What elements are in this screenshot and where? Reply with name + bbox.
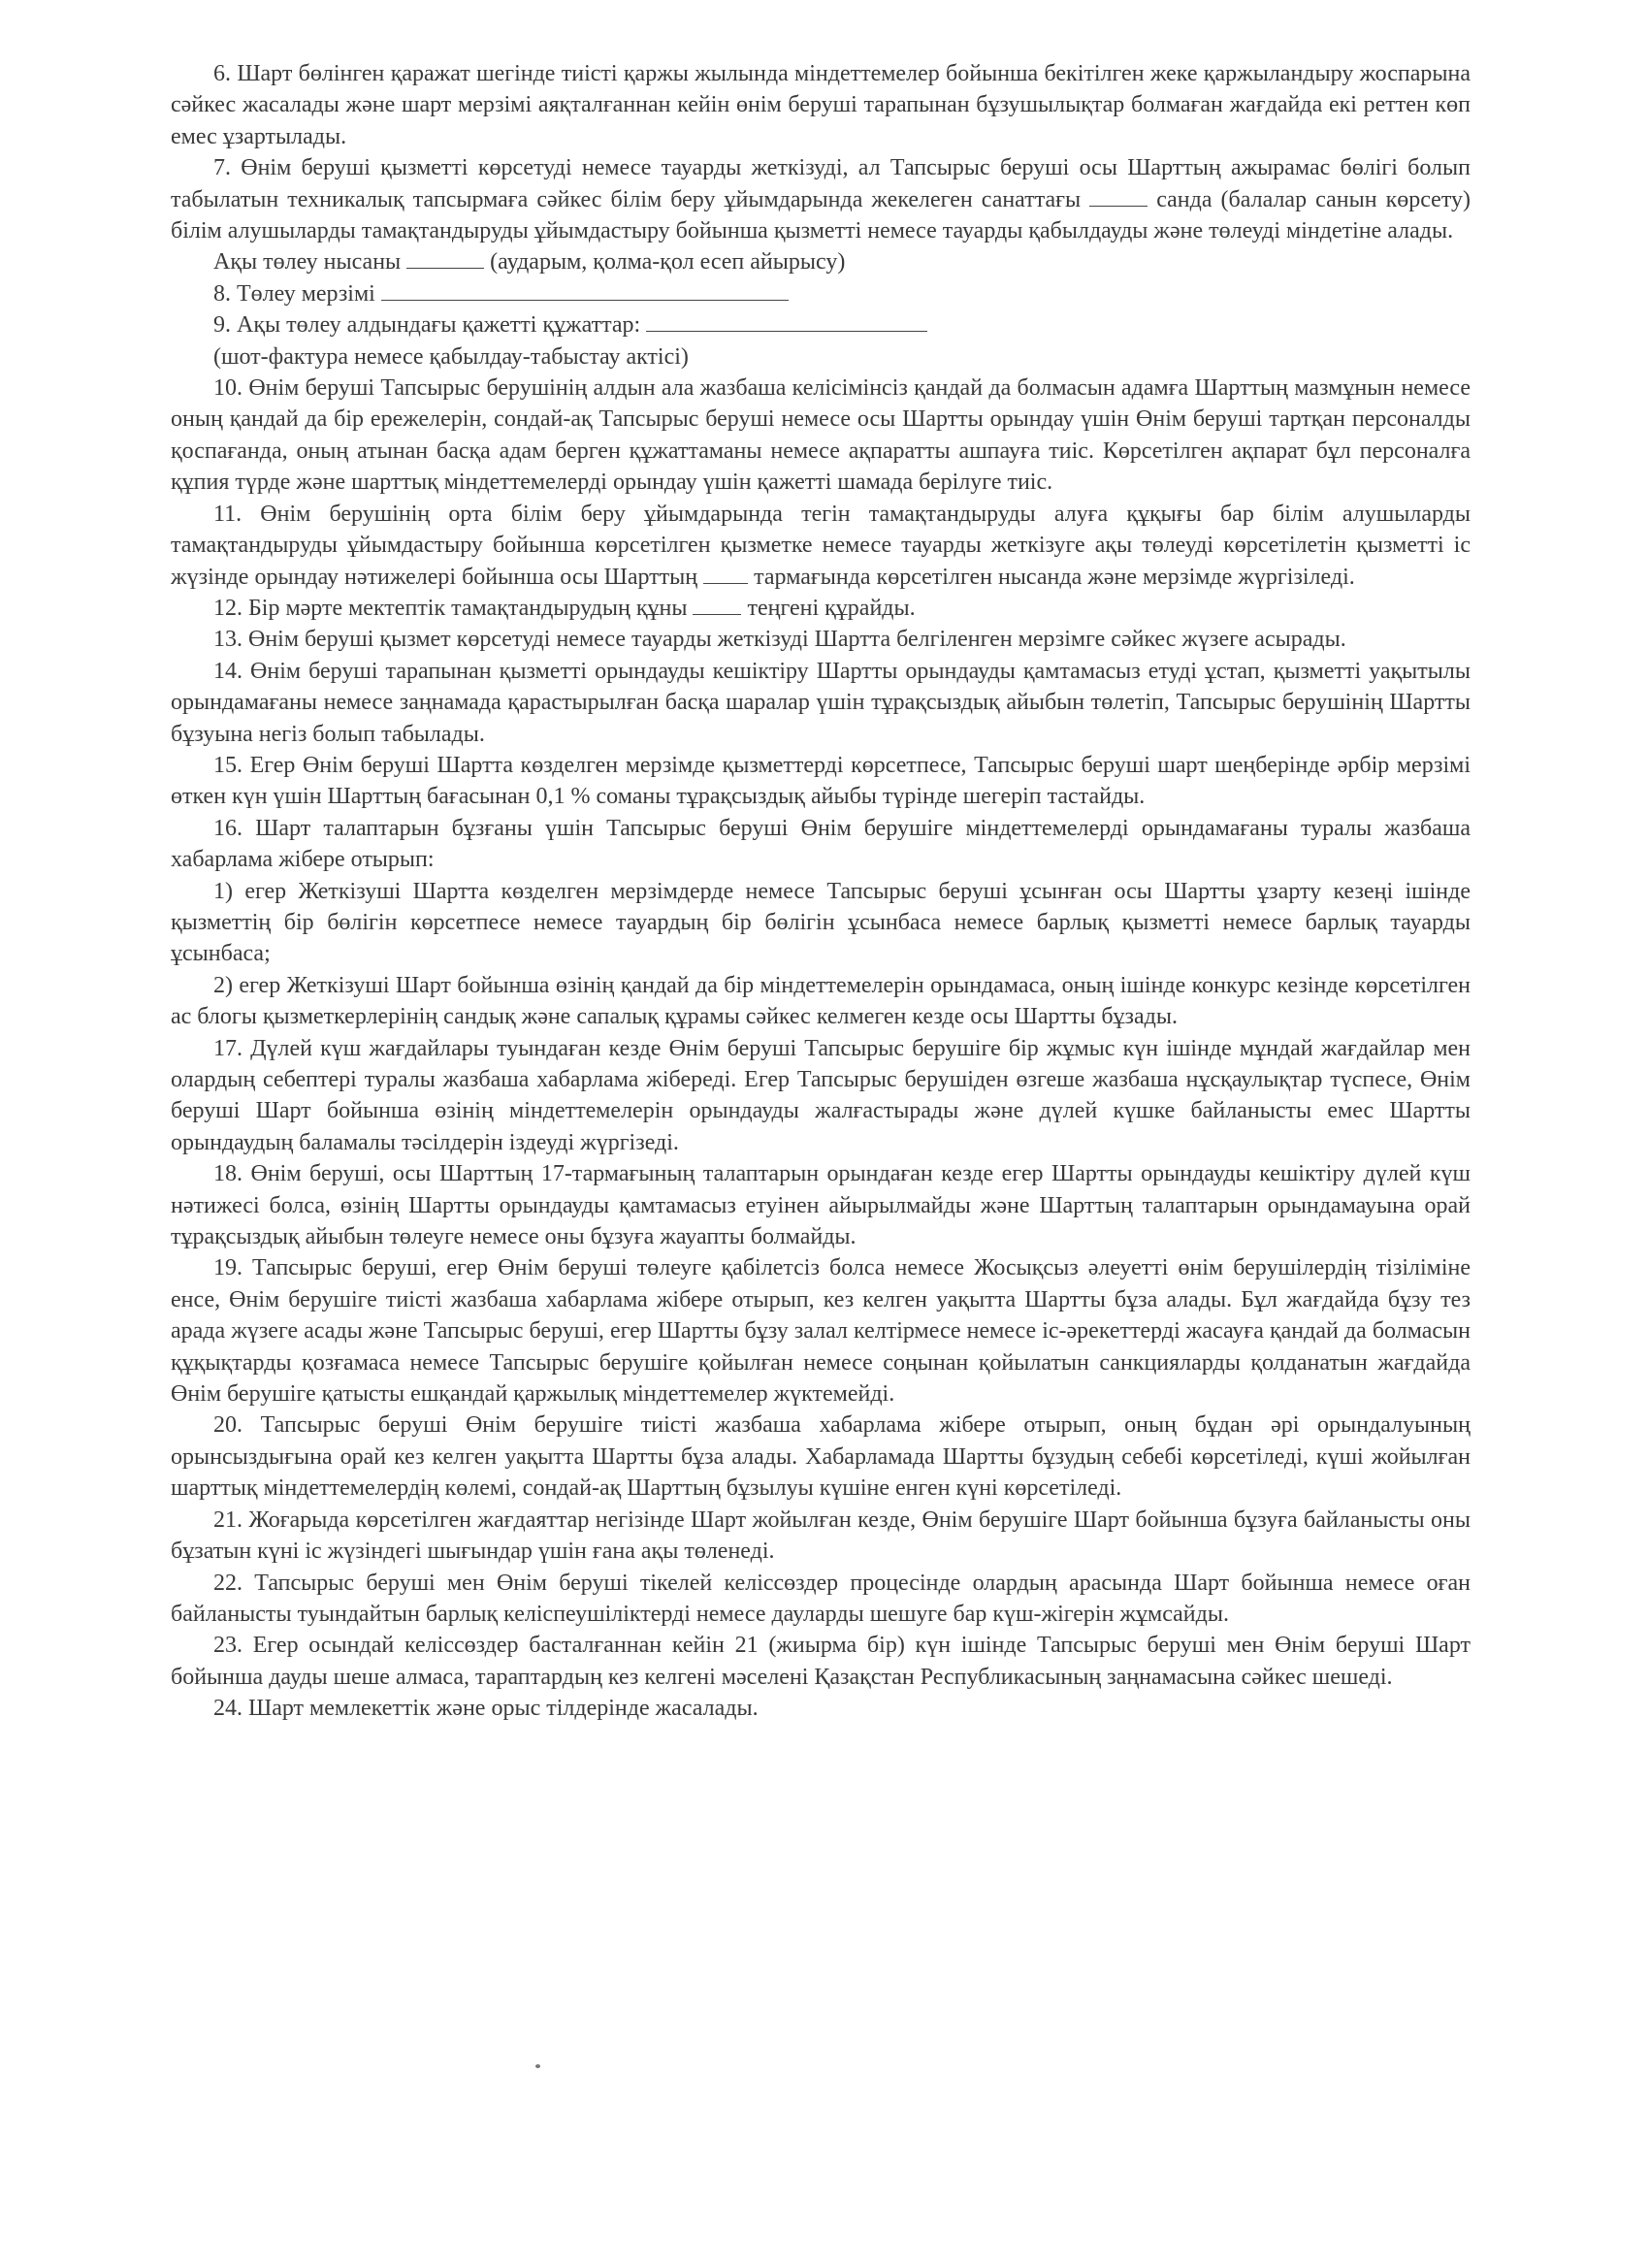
- clause-19: 19. Тапсырыс беруші, егер Өнім беруші төлеуге қабілетсіз болса немесе Жосықсыз әлеуетті өнім берушілердің тізіліміне енсе, Өнім берушіге тиісті жазбаша хабарлама жібере отырып, кез келген уақытта Шартты бұза алады. Бұл жағдайда бұзу тез арада жүзеге асады және Тапсырыс беруші, егер Шартты бұзу залал келтірмесе немесе іс-әрекеттерді жасауға қандай да болмасын құқықтарды қозғамаса немесе Тапсырыс берушіге қойылған немесе соңынан қойылатын санкцияларды қолданатын жағдайда Өнім берушіге қатысты ешқандай қаржылық міндеттемелер жүктемейді.: [171, 1255, 1471, 1408]
- clause-10: 10. Өнім беруші Тапсырыс берушінің алдын ала жазбаша келісімінсіз қандай да болмасын адамға Шарттың мазмұнын немесе оның қандай да бір ережелерін, сондай-ақ Тапсырыс беруші немесе осы Шартты орындау үшін Өнім беруші тартқан персоналды қоспағанда, оның атынан басқа адам берген құжаттаманы немесе ақпаратты ашпауға тиіс. Көрсетілген ақпарат бұл персоналға құпия түрде және шарттық міндеттемелерді орындау үшін қажетті шамада берілуге тиіс.: [171, 375, 1471, 496]
- clause-17: 17. Дүлей күш жағдайлары туындаған кезде Өнім беруші Тапсырыс берушіге бір жұмыс күн ішінде мұндай жағдайлар мен олардың себептері туралы жазбаша хабарлама жібереді. Егер Тапсырыс берушіден өзгеше жазбаша нұсқаулықтар түспесе, Өнім беруші Шарт бойынша өзінің міндеттемелерін орындауды жалғастырады және дүлей күшке байланысты емес Шартты орындаудың баламалы тәсілдерін іздеуді жүргізеді.: [171, 1035, 1471, 1155]
- clause-16: 16. Шарт талаптарын бұзғаны үшін Тапсырыс беруші Өнім берушіге міндеттемелерді орындамағаны туралы жазбаша хабарлама жібере отырып:: [171, 815, 1471, 873]
- payment-form-note: (аударым, қолма-қол есеп айырысу): [490, 249, 846, 275]
- clause-12-text-b: теңгені құрайды.: [747, 595, 916, 621]
- clause-9-label: 9. Ақы төлеу алдындағы қажетті құжаттар:: [213, 312, 641, 339]
- clause-11: [171, 499, 1471, 593]
- blank-payment-term-field[interactable]: [381, 280, 789, 301]
- clause-8-label: 8. Төлеу мерзімі: [213, 280, 375, 307]
- clause-7-text-a: 7. Өнім беруші қызметті көрсетуді немесе тауарды жеткізуді, ал Тапсырыс беруші осы Шарттың ажырамас бөлігі болып табылатын техникалық тапсырмаға сәйкес білім беру ұйымдарында жекелеген санаттағы: [171, 155, 1471, 212]
- clause-6: 6. Шарт бөлінген қаражат шегінде тиісті қаржы жылында міндеттемелер бойынша бекітілген жеке қаржыландыру жоспарына сәйкес жасалады және шарт мерзімі аяқталғаннан кейін өнім беруші тарапынан бұзушылықтар болмаған жағдайда екі реттен көп емес ұзартылады.: [171, 61, 1471, 149]
- clause-23: 23. Егер осындай келіссөздер басталғаннан кейін 21 (жиырма бір) күн ішінде Тапсырыс беруші мен Өнім беруші Шарт бойынша дауды шеше алмаса, тараптардың кез келгені мәселені Қазақстан Республикасының заңнамасына сәйкес шешеді.: [171, 1633, 1471, 1690]
- clause-12-text-a: 12. Бір мәрте мектептік тамақтандырудың құны: [213, 595, 688, 621]
- payment-form-label: Ақы төлеу нысаны: [213, 249, 402, 275]
- clause-9-note: (шот-фактура немесе қабылдау-табыстау актісі): [213, 343, 689, 370]
- scan-speck: [535, 2064, 540, 2068]
- clause-11-text-b: тармағында көрсетілген нысанда және мерзімде жүргізіледі.: [754, 564, 1355, 590]
- blank-clause-number-field[interactable]: [703, 564, 748, 584]
- clause-8: [171, 278, 1471, 309]
- clause-15: 15. Егер Өнім беруші Шартта көзделген мерзімде қызметтерді көрсетпесе, Тапсырыс беруші шарт шеңберінде әрбір мерзімі өткен күн үшін Шарттың бағасынан 0,1 % соманы тұрақсыздық айыбы түрінде шегеріп тастайды.: [171, 752, 1471, 810]
- clause-21: 21. Жоғарыда көрсетілген жағдаяттар негізінде Шарт жойылған кезде, Өнім берушіге Шарт бойынша бұзуға байланысты оны бұзатын күні іс жүзіндегі шығындар үшін ғана ақы төленеді.: [171, 1507, 1471, 1565]
- clause-12: [171, 593, 1471, 624]
- blank-documents-field[interactable]: [646, 311, 927, 332]
- blank-payment-form-field[interactable]: [406, 248, 484, 269]
- clause-7-text-b: санда (балалар санын көрсету) білім алушыларды тамақтандыруды ұйымдастыру бойынша қызметті немесе тауарды қабылдауды және төлеуді міндетіне алады.: [171, 186, 1471, 244]
- document-page: [171, 58, 1471, 1725]
- clause-7: [171, 152, 1471, 246]
- clause-9: [171, 309, 1471, 340]
- clause-14: 14. Өнім беруші тарапынан қызметті орындауды кешіктіру Шартты орындауды қамтамасыз етуді ұстап, қызметті уақытылы орындамағаны немесе заңнамада қарастырылған басқа шаралар үшін тұрақсыздық айыбын төлетіп, Тапсырыс берушінің Шартты бұзуына негіз болып табылады.: [171, 658, 1471, 747]
- clause-18: 18. Өнім беруші, осы Шарттың 17-тармағының талаптарын орындаған кезде егер Шартты орындауды кешіктіру дүлей күш нәтижесі болса, өзінің Шартты орындауды қамтамасыз етуінен айырылмайды және Шарттың талаптарын орындамауына орай тұрақсыздық айыбын төлеуге немесе оны бұзуға жауапты болмайды.: [171, 1161, 1471, 1250]
- clause-11-text-a: 11. Өнім берушінің орта білім беру ұйымдарында тегін тамақтандыруды алуға құқығы бар білім алушыларды тамақтандыруды ұйымдастыру бойынша көрсетілген қызметке немесе тауарды жеткізуге ақы төлеуді көрсетілетін қызметті іс жүзінде орындау нәтижелері бойынша осы Шарттың: [171, 501, 1471, 590]
- clause-20: 20. Тапсырыс беруші Өнім берушіге тиісті жазбаша хабарлама жібере отырып, оның бұдан әрі орындалуының орынсыздығына орай кез келген уақытта Шартты бұза алады. Хабарламада Шартты бұзудың себебі көрсетіледі, күші жойылған шарттық міндеттемелердің көлемі, сондай-ақ Шарттың бұзылуы күшіне енген күні көрсетіледі.: [171, 1412, 1471, 1502]
- blank-meal-cost-field[interactable]: [693, 595, 741, 615]
- clause-22: 22. Тапсырыс беруші мен Өнім беруші тікелей келіссөздер процесінде олардың арасында Шарт бойынша немесе оған байланысты туындайтын барлық келіспеушіліктерді немесе дауларды шешуге бар күш-жігерін жұмсайды.: [171, 1570, 1471, 1627]
- clause-24: 24. Шарт мемлекеттік және орыс тілдерінде жасалады.: [213, 1696, 759, 1722]
- clause-16-item-1: 1) егер Жеткізуші Шартта көзделген мерзімдерде немесе Тапсырыс беруші ұсынған осы Шартты ұзарту кезеңі ішінде қызметтің бір бөлігін көрсетпесе немесе тауардың бір бөлігін ұсынбаса немесе барлық қызметті немесе барлық тауарды ұсынбаса;: [171, 878, 1471, 967]
- blank-category-field[interactable]: [1089, 186, 1148, 207]
- payment-form-line: [171, 246, 1471, 277]
- clause-13: 13. Өнім беруші қызмет көрсетуді немесе тауарды жеткізуді Шартта белгіленген мерзімге сәйкес жүзеге асырады.: [213, 627, 1346, 653]
- clause-16-item-2: 2) егер Жеткізуші Шарт бойынша өзінің қандай да бір міндеттемелерін орындамаса, оның ішінде конкурс кезінде көрсетілген ас блогы қызметкерлерінің сандық және сапалық құрамы сәйкес келмеген кезде осы Шартты бұзады.: [171, 972, 1471, 1030]
